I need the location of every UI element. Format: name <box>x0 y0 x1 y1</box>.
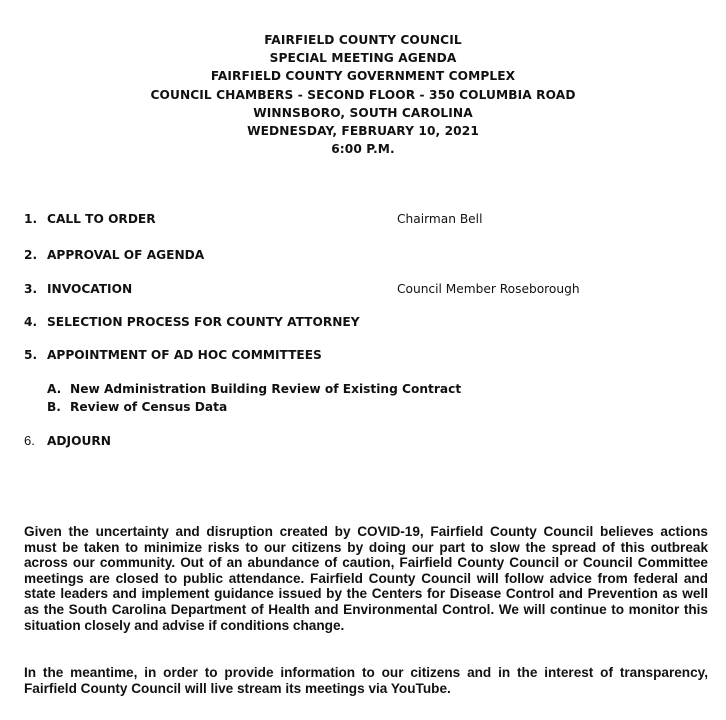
agenda-item-ad-hoc-committees <box>24 347 322 363</box>
venue-complex: FAIRFIELD COUNTY GOVERNMENT COMPLEX <box>210 69 516 84</box>
agenda-item-county-attorney <box>24 314 360 330</box>
item-title: CALL TO ORDER <box>47 212 156 226</box>
agenda-item-call-to-order <box>24 211 156 227</box>
item-title: INVOCATION <box>47 282 133 296</box>
item-title: APPROVAL OF AGENDA <box>47 248 205 262</box>
sub-item-title: Review of Census Data <box>70 400 228 414</box>
sub-item-letter: A. <box>47 382 62 396</box>
meeting-date: WEDNESDAY, FEBRUARY 10, 2021 <box>247 124 479 139</box>
agenda-item-invocation <box>24 281 132 297</box>
covid-notice-paragraph: Given the uncertainty and disruption created by COVID-19, Fairfield County Council believes actions must be taken to minimize risks to our citizens by doing our part to slow the spread of this outbreak across our community. Out of an abundance of caution, Fairfield County Council or Council Committee meetings are closed to public attendance. Fairfield County Council will follow advice from federal and state leaders and implement guidance issued by the Centers for Disease Control and Prevention as well as the South Carolina Department of Health and Environmental Control. We will continue to monitor this situation closely and advise if conditions change. <box>24 524 708 633</box>
item-title: APPOINTMENT OF AD HOC COMMITTEES <box>47 348 322 362</box>
item-number: 4. <box>24 315 38 329</box>
agenda-header <box>0 31 726 158</box>
council-name: FAIRFIELD COUNTY COUNCIL <box>264 33 462 47</box>
venue-address: COUNCIL CHAMBERS - SECOND FLOOR - 350 COLUMBIA ROAD <box>150 87 576 102</box>
meeting-time: 6:00 P.M. <box>331 142 395 157</box>
agenda-item-adjourn <box>24 433 111 449</box>
agenda-item-approval-of-agenda <box>24 247 204 263</box>
item-number: 3. <box>24 282 38 296</box>
item-number: 1. <box>24 212 38 226</box>
item-number: 2. <box>24 248 38 262</box>
presenter-call-to-order: Chairman Bell <box>397 212 483 226</box>
meeting-type: SPECIAL MEETING AGENDA <box>269 51 457 66</box>
sub-item-title: New Administration Building Review of Existing Contract <box>70 382 462 396</box>
presenter-invocation: Council Member Roseborough <box>397 282 580 296</box>
venue-city: WINNSBORO, SOUTH CAROLINA <box>253 105 473 120</box>
item-title: SELECTION PROCESS FOR COUNTY ATTORNEY <box>47 315 360 329</box>
sub-item-admin-building <box>47 381 461 397</box>
item-number: 5. <box>24 348 38 362</box>
livestream-notice-paragraph: In the meantime, in order to provide information to our citizens and in the interest of transparency, Fairfield County Council will live stream its meetings via YouTube. <box>24 665 708 696</box>
sub-item-census-data <box>47 399 227 415</box>
item-title: ADJOURN <box>47 434 111 448</box>
sub-item-letter: B. <box>47 400 61 414</box>
item-number: 6. <box>24 433 35 448</box>
